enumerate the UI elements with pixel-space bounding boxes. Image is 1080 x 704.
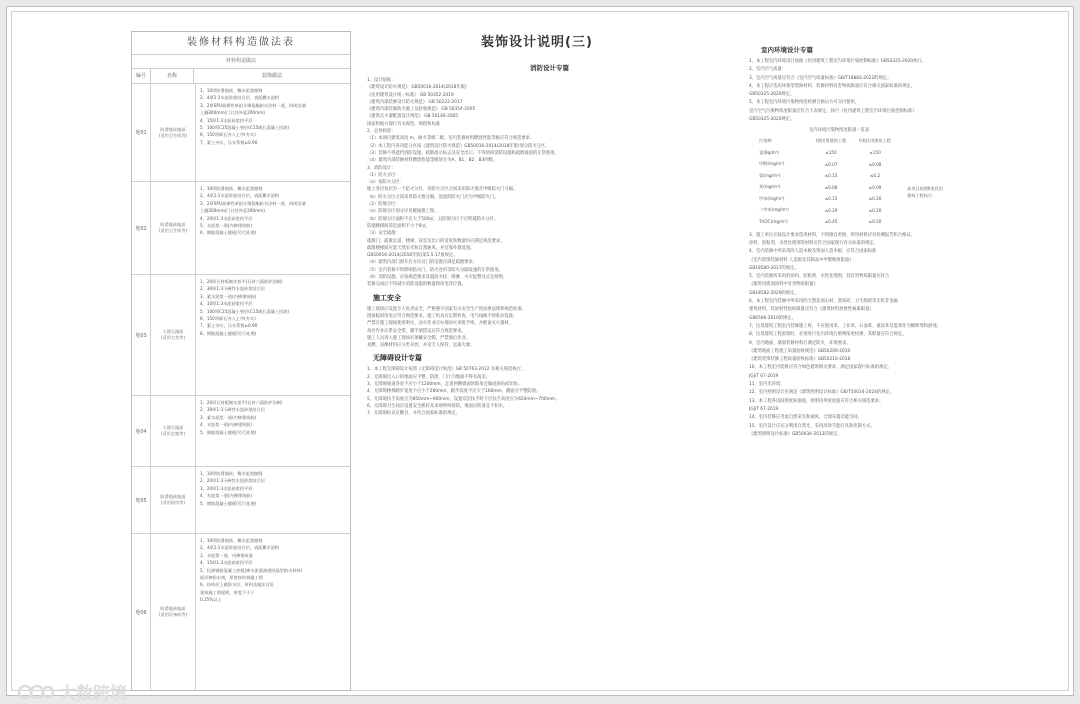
fire-line: （3）安全疏散： (367, 231, 400, 237)
pollutant-row (757, 170, 897, 182)
fire-line: 《民用建筑设计统一标准》 GB 50352-2019 (367, 92, 454, 98)
material-row-number: 地02 (132, 182, 151, 274)
fire-line: （4）建筑内部门窗开启方向及门的设置应满足疏散要求。 (367, 260, 478, 266)
pollutant-row (757, 159, 897, 171)
indoor-env-more-line: 9、室内地面、墙面装修材料应满足防火、环保要求。 (749, 340, 851, 346)
barrier-free-line: 5、无障碍扶手高度应为850mm~900mm，设置双层扶手时下层扶手高度应为650mm~700mm。 (367, 396, 560, 402)
barrier-free-section-title: 无障碍设计专篇 (373, 354, 422, 363)
material-row-description (196, 534, 350, 690)
fire-line: （6）消防设施，应按规范要求设置消火栓、喷淋、火灾报警及应急照明， (367, 275, 508, 281)
pollutant-cell: 甲醛(mg/m³) (759, 161, 785, 167)
material-row-line: 5、钢筋混凝土楼板(另行处理) (200, 500, 257, 506)
pollutant-cell: ≤0.50 (868, 219, 882, 225)
fire-line: （2）防烟分区： (367, 202, 400, 208)
material-row-name-note: (适用厨房等) (160, 500, 186, 505)
fire-line: 国家和地方现行有关规范、规程和标准 (367, 121, 441, 127)
pollutant-row (757, 193, 897, 205)
pollutant-cell: 氨(mg/m³) (759, 172, 781, 178)
pollutant-table-note: 本项目按照II类民用建筑工程执行 (907, 186, 943, 199)
watermark (17, 679, 127, 704)
barrier-free-line: 7、无障碍标识应醒目，并符合国家标准的规定。 (367, 411, 460, 417)
material-row-number: 地04 (132, 396, 151, 466)
material-row (132, 396, 350, 467)
material-row-name-note: (适用大堂等) (160, 335, 186, 340)
material-row-line: 上翻300mm(门口处外延200mm) (200, 110, 265, 116)
material-row-line: 0.25%以上 (200, 597, 222, 603)
fire-section-text (367, 77, 732, 289)
material-row-name-cell (151, 84, 196, 181)
pollutant-cell: ≤0.06 (824, 184, 838, 190)
pollutant-cell: 氡(Bq/m³) (759, 149, 780, 155)
pollutant-cell: 二甲苯(mg/m³) (759, 207, 789, 213)
fire-line: 《建筑内部装修防火施工及验收规范》 GB 50354-2005 (367, 107, 476, 113)
fire-line: （5）室内装修不得影响防火门、防火卷帘等防火分隔设施的正常使用。 (367, 267, 503, 273)
material-table-header (132, 69, 350, 84)
pollutant-cell: ≤0.15 (824, 196, 838, 202)
middle-column (367, 31, 732, 691)
safety-line: 高处作业应系安全带，脚手架搭设应符合规范要求。 (367, 328, 466, 334)
material-row-line: 4、20厚1:3水泥砂浆找平层 (200, 215, 253, 221)
material-row-line: 5、抗渗钢筋混凝土底板(掺水泥基渗透结晶型防水材料) (200, 567, 303, 573)
indoor-env-more-line: 6、本工程室内装修中所采用的天然花岗石材、瓷质砖、卫生陶瓷等无机非金属 (749, 299, 898, 305)
material-row-line: 7、素土夯实，压实系数≥0.90 (200, 323, 258, 329)
material-row-name-cell (151, 275, 196, 395)
right-column (749, 45, 1069, 685)
pollutant-cell: ≤0.07 (824, 161, 838, 167)
watermark-text: 大数跨境 (59, 684, 127, 704)
material-row-line: 3、2厚SPU高弹性单组分聚氨酯防水涂料一道，四周沿墙 (200, 200, 306, 206)
material-row-description (196, 84, 350, 181)
indoor-env-more-line: 7、民用建筑工程室内装修施工时，不应使用苯、工业苯、石油苯、重质苯及混苯作为稀释剂和溶剂。 (749, 323, 941, 329)
material-row-line: 6、150厚碎石夯入土中(夯实) (200, 316, 256, 322)
indoor-env-table-intro (749, 108, 1069, 125)
indoor-env-more-line: 14、室内装修应考虑自然采光和通风，合理布置功能空间。 (749, 415, 862, 421)
fire-line: 防烟楼梯间前室面积不小于6㎡。 (367, 223, 430, 229)
material-row (132, 467, 350, 534)
material-row-number: 地01 (132, 84, 151, 181)
material-row-line: 3、素水泥浆一道(内掺建筑胶) (200, 414, 257, 420)
material-row-line: 1、10厚防滑地砖，稀水泥浆擦缝 (200, 538, 263, 543)
material-row-line: 4、15厚1:3水泥砂浆找平层 (200, 117, 253, 123)
indoor-env-more-line: 《室内装饰装修材料 人造板及其制品中甲醛释放限量》 (749, 257, 854, 263)
material-row-line: 3、2厚SPU高弹性单组分聚氨酯防水涂料一道，四周沿墙 (200, 102, 306, 108)
indoor-env-more-line: 《建筑地面工程施工质量验收规范》GB50209-2010 (749, 348, 851, 354)
material-row-line: 4、10厚1:3水泥砂浆找平层 (200, 301, 253, 307)
fire-line: 《建筑灭火器配置设计规范》 GB 50140-2005 (367, 114, 459, 120)
pollutant-cell: ≤150 (825, 150, 837, 156)
fire-line: （4）建筑内部装修材料燃烧性能等级划分为A、B1、B2、B3四级。 (367, 158, 498, 164)
indoor-env-line: 4、本工程应选用环保型装修材料，装修材料有害物质限量应符合相关国家标准的规定。 (749, 83, 916, 89)
safety-line: 施工人员进入施工现场必须戴安全帽，严禁酒后作业。 (367, 335, 471, 341)
indoor-env-line: 2、室内空气质量： (749, 67, 787, 73)
material-row-line: 1、10厚防滑地砖，稀水泥浆擦缝 (200, 471, 263, 476)
safety-section-text (367, 306, 732, 350)
material-row-line: 面层掺防水剂，厚度按结构施工图 (200, 575, 263, 581)
fire-section-title: 消防设计专篇 (530, 64, 569, 72)
pollutant-limit-table (749, 127, 969, 227)
material-row-name-cell (151, 467, 196, 533)
material-row-line: 上翻300mm(门口处外延200mm) (200, 208, 265, 214)
indoor-env-line: GB50325-2020规定。 (749, 92, 795, 98)
material-row-line: 2、4厚1:1水泥砂浆结合层，表面撒水泥粉 (200, 545, 280, 551)
material-row-line: 7、素土夯实，压实系数≥0.90 (200, 139, 258, 145)
fire-line: 装修完成后不得减少消防设施的数量和改变其位置。 (367, 282, 466, 288)
material-row-line: 8、钢筋混凝土楼板(另行处理) (200, 330, 257, 336)
fire-line: GB50016-2014(2018年版)第5.5.17条规定。 (367, 253, 458, 259)
indoor-env-line: 3、室内空气质量应符合《室内空气质量标准》GB/T18883-2022的规定。 (749, 75, 892, 81)
material-row-name: 防滑地砖地面 (160, 494, 186, 499)
safety-line: 严禁在施工现场使用明火，动火作业应办理动火审批手续，并配备灭火器材。 (367, 321, 514, 327)
material-row-line: 5、100厚C25混凝土垫层(C15细石混凝土找坡) (200, 308, 290, 314)
pollutant-row (757, 147, 897, 159)
middle-body (367, 61, 732, 417)
indoor-env-more-line: 15、室内设计应充分利用自然光，采用高效节能灯具和控制方式。 (749, 423, 875, 429)
material-row-line: 5、钢筋混凝土楼板(另行处理) (200, 429, 257, 435)
pollutant-cell: ≤0.15 (824, 173, 838, 179)
indoor-env-more-line: 11、室内光环境： (749, 382, 785, 388)
fire-line: 3、消防设计： (367, 165, 396, 171)
material-row-line: 1、20厚石材板铺实拍平(石材六面防护涂刷) (200, 279, 283, 284)
material-row-line: 2、30厚1:3干硬性水泥砂浆结合层 (200, 407, 265, 413)
indoor-env-more-text (749, 232, 1069, 439)
pollutant-cell: ≤0.20 (824, 207, 838, 213)
indoor-env-more-line: 8、民用建筑工程验收时，必须进行室内环境污染物浓度检测，其限量应符合规定。 (749, 332, 907, 338)
indoor-env-more-line: GB6566-2010的规定。 (749, 315, 796, 321)
page-title: 装饰设计说明(三) (481, 35, 593, 50)
indoor-env-section-title: 室内环境设计专篇 (761, 46, 813, 54)
barrier-free-line: 2、无障碍出入口的地面应平整、防滑，门厅内地面不得有高差。 (367, 374, 491, 380)
indoor-env-table-intro-line: 室内空气污染物浓度限量应符合下表规定，执行《民用建筑工程室内环境污染控制标准》 (749, 108, 917, 114)
pollutant-cell: TVOC(mg/m³) (759, 219, 788, 225)
indoor-env-line: 5、本工程室内环境污染物浓度检测合格后方可交付使用。 (749, 100, 860, 106)
material-row-line: 建筑施工图说明，厚度不小于 (200, 589, 255, 595)
material-row-line: 5、100厚C25混凝土垫层(C15细石混凝土找坡) (200, 125, 290, 131)
material-row-line: 2、4厚1:1水泥砂浆结合层，表面撒水泥粉 (200, 95, 280, 101)
fire-line: （2）本工程内各功能分区按《建筑设计防火规范》GB50016-2014(2018年版)划分防火分区。 (367, 143, 550, 149)
fire-line: （3）装修不得遮挡消防设施、疏散指示标志及安全出口，不得妨碍消防设施和疏散通道的正常使用。 (367, 150, 559, 156)
indoor-env-intro (749, 58, 1069, 108)
material-row-number: 地06 (132, 534, 151, 690)
material-row (132, 275, 350, 396)
material-row-description (196, 275, 350, 395)
fire-line: （a）按防火分区： (367, 180, 405, 186)
indoor-env-more-line: 《建筑用墙面涂料中有害物质限量》 (749, 282, 818, 288)
material-row-line: 6、结构层上做防水层，材料及做法详见 (200, 582, 274, 588)
material-row-name-cell (151, 534, 196, 690)
material-row-name-note: (适用走廊等) (160, 431, 186, 436)
fire-line: （b）防烟分区面积不应大于500㎡，且防烟分区不应跨越防火分区。 (367, 216, 499, 222)
material-row-name: 防滑地砖地面 (160, 222, 186, 227)
header-name: 名称 (151, 69, 194, 83)
pollutant-cell: 苯(mg/m³) (759, 184, 781, 190)
material-row-line: 3、20厚1:3水泥砂浆找平层 (200, 485, 253, 491)
pollutant-row (757, 182, 897, 194)
material-row-name: 防滑地砖地面 (160, 126, 186, 132)
pollutant-table-title: 室内环境污染物浓度限量一览表 (809, 128, 870, 134)
material-row (132, 182, 350, 275)
safety-section-title: 施工安全 (373, 293, 401, 302)
fire-line: 疏散门、疏散走道、楼梯、前室及出口的宽度和数量均应满足规范要求， (367, 238, 505, 244)
material-row-line: 5、水泥浆一道(内掺建筑胶) (200, 223, 252, 229)
pollutant-cell: ≤0.08 (868, 161, 882, 167)
drawing-sheet (6, 6, 1074, 704)
indoor-env-more-line: GB18580-2017的规定。 (749, 265, 799, 271)
indoor-env-more-line: JGJ/T 67-2019 (749, 373, 779, 379)
material-row-description (196, 467, 350, 533)
pollutant-cell: ≤0.09 (868, 184, 882, 190)
material-row-line: 4、水泥浆一道(内掺建筑胶) (200, 422, 252, 428)
material-row-line: 3、水泥浆一道，内掺建筑胶 (200, 552, 253, 558)
material-row-name: 大理石地面 (162, 329, 184, 334)
indoor-env-line: 1、本工程室内环境设计依据《民用建筑工程室内环境污染控制标准》GB50325-2020执行。 (749, 59, 926, 64)
pollutant-header-class1: I类民用建筑工程 (815, 138, 847, 144)
fire-line: 1、设计依据： (367, 78, 396, 83)
material-row-line: 3、素水泥浆一道(内掺建筑胶) (200, 293, 257, 299)
material-row-description (196, 396, 350, 466)
indoor-env-more-line: 12、室内照明设计应满足《建筑照明设计标准》GB/T50034-2024的规定。 (749, 390, 895, 396)
material-row-name-note: (适用卫生间等) (158, 228, 188, 233)
indoor-env-more-line: 5、室内装修所采用的涂料、胶粘剂、水性处理剂，其有害物质限量应符合 (749, 274, 890, 280)
material-construction-table (131, 31, 351, 691)
indoor-env-more-line: 《建筑照明设计标准》GB50034-2013的规定。 (749, 431, 842, 437)
material-row-name-note: (适用设备间等) (158, 612, 188, 617)
fire-line: 《建筑内部装修设计防火规范》 GB 50222-2017 (367, 99, 463, 105)
fire-line: 疏散楼梯间应能天然采光和自然通风，并宜靠外墙设置。 (367, 245, 475, 251)
material-row-line: 2、4厚1:1水泥砂浆结合层，表面撒水泥粉 (200, 193, 280, 199)
barrier-free-line: 3、无障碍通道净宽不应小于1200mm，走道两侧墙面的阳角宜做成圆角或切角。 (367, 381, 523, 387)
pollutant-cell: ≤0.45 (824, 219, 838, 225)
header-description: 装饰做法 (261, 73, 282, 79)
fire-line: 地上各层每层为一个防火分区，各防火分区之间采用防火墙及甲级防火门分隔。 (367, 187, 518, 193)
indoor-env-more-line: JGJ/T 67-2019 (749, 406, 779, 412)
pollutant-header-class2: II类民用建筑工程 (859, 138, 891, 144)
pollutant-cell: 甲苯(mg/m³) (759, 195, 785, 201)
header-number: 编号 (132, 69, 151, 83)
indoor-env-more-line: 建筑材料，其放射性指标限量应符合《建筑材料放射性核素限量》 (749, 307, 874, 313)
material-row-line: 6、钢筋混凝土楼板(另行处理) (200, 230, 257, 236)
safety-line: 施工现场应设置专人负责安全，严格遵守国家有关安全生产的法律法规和规范标准。 (367, 306, 526, 312)
indoor-env-more-line: 《建筑装饰装修工程质量验收标准》GB50210-2018 (749, 357, 851, 363)
indoor-env-table-intro-line: GB50325-2020规定。 (749, 117, 795, 123)
fire-line: 2、总体构思： (367, 129, 396, 135)
pollutant-cell: ≤0.2 (869, 173, 881, 179)
material-row-line: 2、30厚1:3干硬性水泥砂浆结合层 (200, 286, 265, 292)
material-row-line: 1、10厚防滑地砖，稀水泥浆擦缝 (200, 186, 263, 191)
material-row-name-note: (适用卫生间等) (158, 132, 188, 138)
material-table-title: 装修材料构造做法表 (132, 32, 350, 55)
indoor-env-more-line: GB18582-2020的规定。 (749, 290, 799, 296)
indoor-env-more-line: 10、本工程室内装修应符合绿色建筑相关要求，满足国家现行标准的规定。 (749, 365, 892, 371)
safety-line: 现场临时用电应符合规范要求，施工机具应定期检查，电气线路不得私拉乱接。 (367, 313, 518, 319)
safety-line: 易燃、易爆材料应分类存放，并设专人保管，远离火源。 (367, 343, 475, 349)
barrier-free-line: 1、本工程无障碍设计按照《无障碍设计规范》GB 50763-2012 及相关规范执行。 (367, 367, 526, 373)
material-row-line: 6、150厚碎石夯入土中(夯实) (200, 132, 256, 138)
material-row-name: 防滑地砖地面 (160, 606, 186, 611)
barrier-free-section-text (367, 366, 732, 417)
fire-line: （a）防烟分区划分详见暖通施工图。 (367, 209, 439, 215)
fire-line: （b）防火分区之间采用防火墙分隔，设置的防火门应为甲级防火门。 (367, 194, 499, 200)
pollutant-cell: ≤150 (869, 150, 881, 156)
material-row (132, 84, 350, 182)
material-row-number: 地05 (132, 467, 151, 533)
material-row-name: 大理石地面 (162, 425, 184, 430)
pollutant-header-name: 污染物 (759, 138, 772, 144)
material-row-number: 地03 (132, 275, 151, 395)
pollutant-row (757, 205, 897, 217)
indoor-env-more-line: 4、室内装修中所采用的人造木板及饰面人造木板，应符合国家标准 (749, 249, 877, 255)
indoor-env-more-line: 3、施工单位应按设计要求选用材料，不得擅自更换，所用材料应有检测报告和合格证。 (749, 232, 916, 238)
watermark-logo-icon (17, 682, 55, 702)
material-row (132, 534, 350, 691)
pollutant-row (757, 216, 897, 228)
material-row-line: 4、水泥浆一道(内掺建筑胶) (200, 493, 252, 499)
fire-line: （1）本项目建筑高度 m，耐火等级二级，室内装修材料燃烧性能等级应符合规范要求。 (367, 136, 535, 142)
indoor-env-more-line: 13、本工程各房间照度标准值、照明功率密度值应符合相关规范要求。 (749, 398, 884, 404)
material-row-name-cell (151, 182, 196, 274)
material-row-line: 4、15厚1:3水泥砂浆找平层 (200, 560, 253, 566)
pollutant-cell: ≤0.20 (868, 207, 882, 213)
barrier-free-line: 4、无障碍楼梯踏步宽度不应小于280mm，踏步高度不应大于160mm，踏面应平整防滑。 (367, 389, 541, 395)
fire-line: 《建筑设计防火规范》 GB50016-2014(2018年版) (367, 85, 467, 91)
material-row-name-cell (151, 396, 196, 466)
material-row-line: 2、20厚1:3干硬性水泥砂浆结合层 (200, 478, 265, 484)
material-row-line: 1、20厚石材板铺实拍平(石材六面防护涂刷) (200, 400, 283, 405)
material-table-subtitle: 材料构造做法 (132, 55, 350, 69)
material-row-line: 1、10厚防滑地砖，稀水泥浆擦缝 (200, 88, 263, 93)
material-table-body (132, 84, 350, 691)
barrier-free-line: 6、无障碍卫生间应设置安全抓杆及求助呼叫按钮，地面应防滑且不积水。 (367, 403, 508, 409)
pollutant-cell: ≤0.20 (868, 196, 882, 202)
indoor-env-more-line: 涂料、胶粘剂、水性处理剂等材料应符合国家现行有关标准的规定。 (749, 240, 878, 246)
material-row-description (196, 182, 350, 274)
fire-line: （1）防火分区： (367, 172, 400, 178)
